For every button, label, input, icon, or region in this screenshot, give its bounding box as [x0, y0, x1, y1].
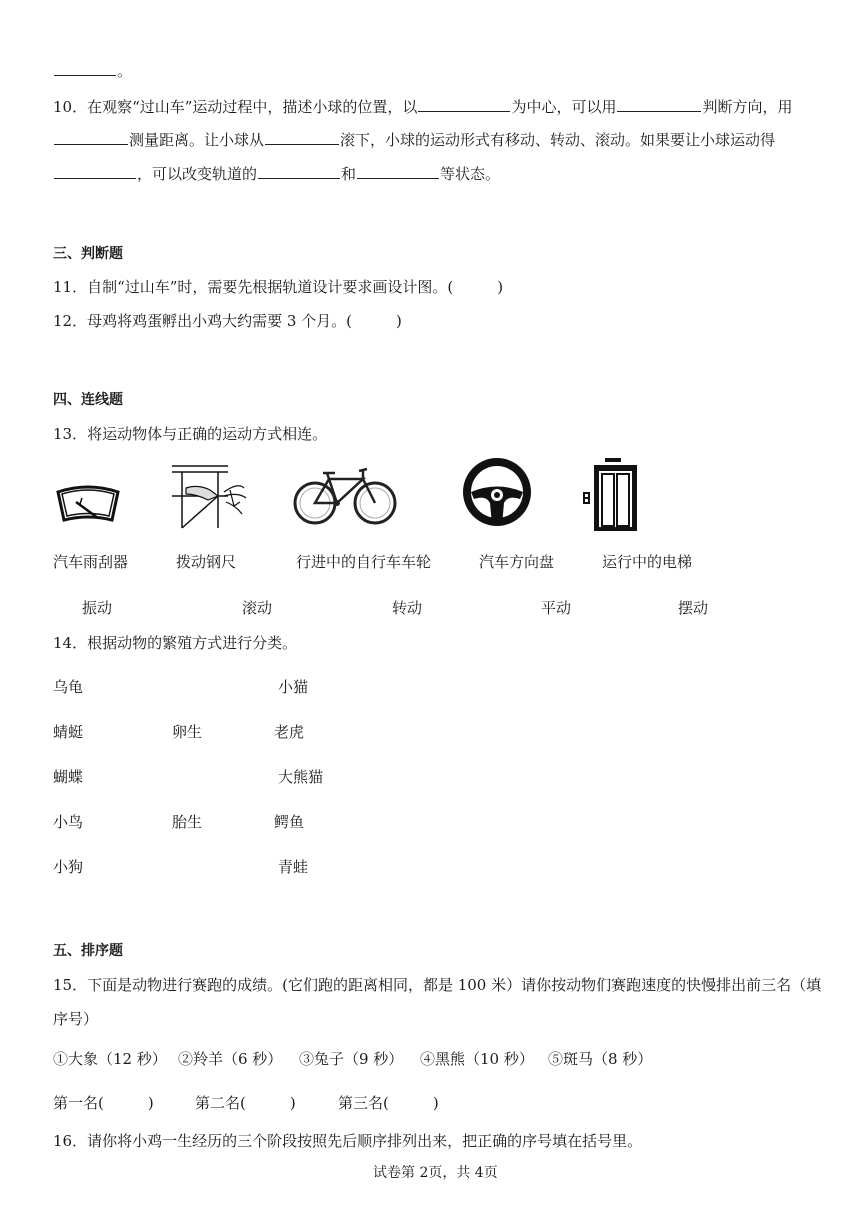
- answer-blank[interactable]: [357, 163, 439, 179]
- q9-tail-line: 。: [53, 60, 132, 81]
- q13-object-4: 汽车方向盘: [479, 553, 555, 571]
- q14-animal-right-2: 老虎: [274, 723, 305, 741]
- q14-animal-left-1: 乌龟: [53, 678, 84, 696]
- q14-animal-right-1: 小猫: [278, 678, 309, 696]
- q16-text: 16．请你将小鸡一生经历的三个阶段按照先后顺序排列出来，把正确的序号填在括号里。: [53, 1132, 643, 1150]
- q15-rank-1: 第一名( ): [53, 1094, 154, 1112]
- q15-option-1: ①大象（12 秒）: [53, 1050, 167, 1068]
- answer-blank[interactable]: [54, 163, 136, 179]
- section-title-ordering: 五、排序题: [53, 943, 123, 959]
- answer-blank[interactable]: [54, 60, 116, 76]
- q15-line1: 15．下面是动物进行赛跑的成绩。(它们跑的距离相同，都是 100 米）请你按动物们赛跑速度的快慢排出前三名（填: [53, 976, 822, 994]
- q10-line1: 10．在观察“过山车”运动过程中，描述小球的位置，以 为中心，可以用 判断方向，用: [53, 98, 793, 116]
- section-title-judgment: 三、判断题: [53, 246, 123, 262]
- q14-animal-right-3: 大熊猫: [278, 768, 324, 786]
- answer-blank[interactable]: [265, 129, 339, 145]
- q10-line3: ，可以改变轨道的 和 等状态。: [53, 163, 500, 184]
- elevator-icon: [583, 458, 639, 532]
- bicycle-icon: [293, 465, 397, 527]
- q13-motion-4: 平动: [541, 599, 572, 617]
- q13-motion-3: 转动: [392, 599, 423, 617]
- q15-option-5: ⑤斑马（8 秒）: [548, 1050, 653, 1068]
- q15-option-4: ④黑熊（10 秒）: [420, 1050, 534, 1068]
- q13-object-2: 拨动钢尺: [176, 553, 237, 571]
- q14-animal-right-4: 鳄鱼: [274, 813, 305, 831]
- q15-line2: 序号）: [53, 1010, 99, 1028]
- q13-motion-1: 振动: [82, 599, 113, 617]
- page-footer: 试卷第 2页，共 4页: [373, 1165, 498, 1181]
- q13-text: 13．将运动物体与正确的运动方式相连。: [53, 425, 328, 443]
- q13-object-1: 汽车雨刮器: [53, 553, 129, 571]
- answer-blank[interactable]: [617, 96, 701, 112]
- q15-option-3: ③兔子（9 秒）: [299, 1050, 404, 1068]
- q13-object-3: 行进中的自行车车轮: [296, 553, 432, 571]
- q15-option-2: ②羚羊（6 秒）: [178, 1050, 283, 1068]
- q14-animal-left-3: 蝴蝶: [53, 768, 84, 786]
- q13-object-5: 运行中的电梯: [602, 553, 693, 571]
- q10-line2: 测量距离。让小球从 滚下，小球的运动形式有移动、转动、滚动。如果要让小球运动得: [53, 129, 775, 150]
- q14-animal-right-5: 青蛙: [278, 858, 309, 876]
- windshield-wiper-icon: [52, 480, 124, 528]
- steel-ruler-icon: [168, 462, 250, 530]
- q13-motion-2: 滚动: [242, 599, 273, 617]
- q11: 11．自制“过山车”时，需要先根据轨道设计要求画设计图。( ): [53, 278, 504, 296]
- q14-text: 14．根据动物的繁殖方式进行分类。: [53, 634, 298, 652]
- q14-animal-left-2: 蜻蜓: [53, 723, 84, 741]
- q14-animal-left-4: 小鸟: [53, 813, 84, 831]
- steering-wheel-icon: [460, 455, 534, 529]
- q12: 12．母鸡将鸡蛋孵出小鸡大约需要 3 个月。( ): [53, 312, 402, 330]
- q14-category-oviparous: 卵生: [172, 723, 203, 741]
- q14-category-viviparous: 胎生: [172, 813, 203, 831]
- q15-rank-2: 第二名( ): [195, 1094, 296, 1112]
- answer-blank[interactable]: [418, 96, 510, 112]
- answer-blank[interactable]: [258, 163, 340, 179]
- q15-rank-3: 第三名( ): [338, 1094, 439, 1112]
- section-title-matching: 四、连线题: [53, 392, 123, 408]
- answer-blank[interactable]: [54, 129, 128, 145]
- q14-animal-left-5: 小狗: [53, 858, 84, 876]
- q13-motion-5: 摆动: [678, 599, 709, 617]
